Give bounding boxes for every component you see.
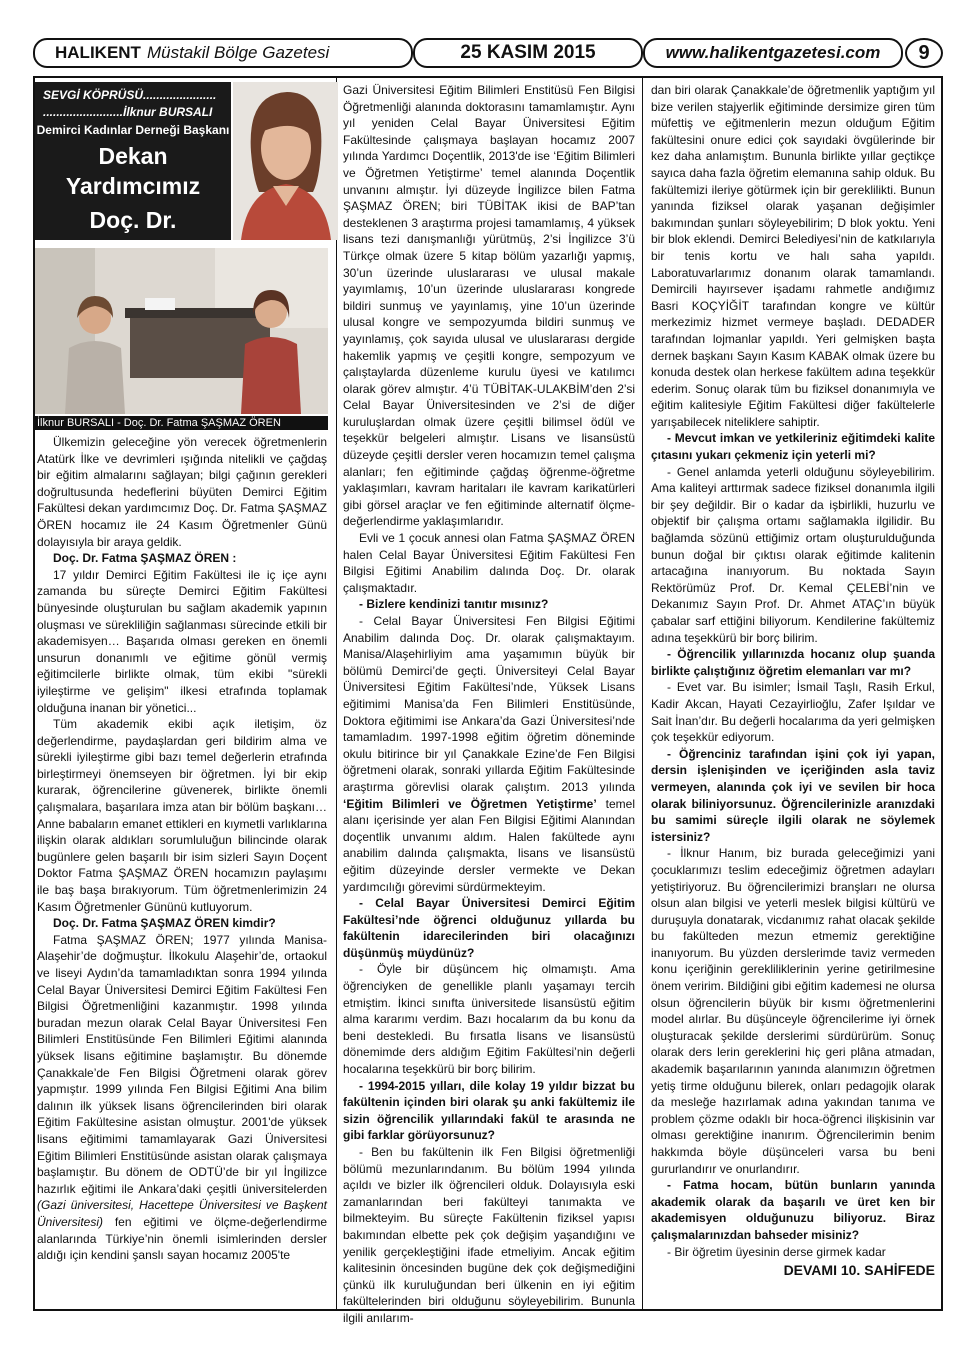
answer: - Öyle bir düşüncem hiç olmamıştı. Ama öğrenciyken de genellikle planlı yaşamayı tercih etmiştim. İkinci sınıfta üniversitede lisansüstü eğitim alma kararımı verdim. Bazı hocalarım da bu konu da beni destekledi. Bu fırsatla lisans ve lisansüstü dönemimde ders aldığım Eğitim Fakültesi’nin değerli hocalarına teşekkürü bir borç bilirim. (343, 962, 635, 1077)
paragraph: Tüm akademik ekibi açık iletişim, öz değerlendirme, paydaşlardan geri bildirim alma ve sürekli iyileştirme gibi bazı temel değerlerin etrafında birleştirmeyi önemseyen bir öğretmen. İyi bir ekip kurarak, öğrencilerine güvenerek, birlikte önemli çalışmalara, başarılara imza atan bir bölüm başkanı…Anne babaların emanet ettikleri en kıymetli varlıklarına ilişkin olarak aldıkları sorumluluğun bilincinde olarak bugünlere gelen başarılı bir isim sizleri Sayın Doçent Doktor Fatma ŞAŞMAZ ÖREN hocamızın paylaşımı ile baş başa bırakıyorum. Tüm öğretmenlerimizin 24 Kasım Öğretmenler Gününü kutluyorum. (37, 717, 327, 914)
answer: - Celal Bayar Üniversitesi Fen Bilgisi Eğitimi Anabilim dalında Doç. Dr. olarak çalışmaktayım. Manisa/Alaşehirliyim ama yaşamımın büyük bir bölümü Demirci’de geçti. Üniversiteyi Celal Bayar Üniversitesi Eğitim Fakültesi’nde, Yüksek Lisans eğitimimi Manisa’da Fen Bilimleri Enstitüsünde, Doktora eğitimimi ise Ankara’da Gazi Üniversitesi’nde tamamladım. 1997-1998 eğitim öğretim döneminde okulu bitirince bir yıl Çanakkale Ezine’de Fen Bilgisi öğretmeni olarak, sonraki yıllarda Eğitim Fakültesinde araştırma görevlisi olarak çalıştım. 2013 yılında ‘Eğitim Bilimleri ve Öğretmen Yetiştirme’ temel alanı içerisinde yer alan Fen Bilgisi Eğitimi Alanından doçentlik unvanımı aldım. Halen fakültede aynı anabilim dalında çalışmakta, lisans ve lisansüstü eğitim düzeyinde dersler vermekte ve Dekan yardımcılığı görevimi sürdürmekteyim. (343, 614, 635, 894)
paragraph: 17 yıldır Demirci Eğitim Fakültesi ile iç içe aynı zamanda bu süreçte Demirci Eğitim Fakültesi bünyesinde oluşturulan bu sağlam akademik yapının oluşması ve sürekliliğin sağlanması sürecinde etkili bir akademisyen… Başarıda olması gereken en önemli unsurun donanımlı ve eğitime gönül vermiş eğitimcilerle birlikte olmak, tüm ekibi "sürekli iyileştirme ve gelişim" ilkesi etrafında toplamak olduğuna inanan bir yönetici... (37, 567, 327, 715)
answer: - Ben bu fakültenin ilk Fen Bilgisi öğretmenliği bölümü mezunlarındanım. Bu bölüm 1994 yılında açıldı ve bizler ilk öğrencileri olduk. Dolayısıyla eski zamanlarından beri fakülteyi tanımakta ve bilmekteyim. Bu süreçte Fakültenin fiziksel yapısı bakımından elbette pek çok değişim yaşandığını ve yenilik gerçekleştiğini ifade etmeliyim. Ancak eğitim kalitesinin öncesinden bugüne dek çok değişmediğini çünkü ilk kuruluğundan beri ülkenin en iyi eğitim fakültelerinden biri olduğunu söyleyebilirim. Bununla ilgili anılarım- (343, 1145, 635, 1325)
author-title: Demirci Kadınlar Derneği Başkanı (36, 123, 230, 137)
paragraph: dan biri olarak Çanakkale’de öğretmenlik yaptığım yıl bize verilen stajyerlik eğitiminde dersimize giren tüm müfettiş ve eğitmenlerin mezun olduğum Eğitim fakültesini onure edici çok sayıdaki övgülerinde bir kez daha anlamıştım. Bununla birlikte yıllar geçtikçe sayıca daha fazla öğretim elemanına sahip olduk. Bu fakültemizi ileriye götürmek için bir gereklilikti. Bunun yanında fiziksel olarak yaşanan değişimler bakımından şunları söyleyebilirim; D blok yoktu. Yeni bir blok eklendi. Demirci Belediyesi’nin de katkılarıyla bir tenis kortu ve halı saha yapıldı. Laboratuvarlarımız donanım olarak tamamlandı. Demircili hayırsever işadamı rahmetle andığımız Basri KOÇYİĞİT tarafından kongre ve kültür merkezimiz hizmet vermeye başladı. DEDADER tarafından lojmanlar yapıldı. Yeri gelmişken başta dernek başkanı Sayın Kasım KABAK olmak üzere bu konuda destek olan herkese fakültem adına teşekkür ederim. Sonuç olarak tüm bu fiziksel donanımıyla ve eğitim kalitesiyle Eğitim Fakültesi diğer fakültelerle yarışabilecek niteliklere sahiptir. (651, 83, 935, 429)
column-name: SEVGİ KÖPRÜSÜ...................... (43, 88, 217, 102)
newspaper-name-subtitle: Müstakil Bölge Gazetesi (146, 43, 330, 62)
page-header (33, 38, 943, 70)
website-link[interactable]: www.halikentgazetesi.com (643, 38, 903, 68)
answer: - Bir öğretim üyesinin derse girmek kadar (667, 1244, 886, 1259)
continued-notice: DEVAMI 10. SAHİFEDE (783, 1262, 935, 1279)
headline-line-2: Doç. Dr. (89, 207, 177, 233)
column-divider (336, 76, 337, 1311)
intro-paragraph: Ülkemizin geleceğine yön verecek öğretmenlerin Atatürk İlke ve devrimleri ışığında nitelikli ve çağdaş bir eğitim almalarını sağlayan; bilgi çağının gerekleri doğrultusunda hedeflerini büyüten Demirci Eğitim Fakültesi dekan yardımcımız Doç. Dr. Fatma ŞAŞMAZ ÖREN hocamız ile 24 Kasım Öğretmenler Günü dolayısıyla bir araya geldik. (37, 435, 327, 549)
portrait-photo (233, 82, 338, 240)
question: - Mevcut imkan ve yetkileriniz eğitimdeki kalite çıtasını yukarı çekmeniz için yeterli mi? (651, 431, 935, 463)
paragraph: Fatma ŞAŞMAZ ÖREN; 1977 yılında Manisa-Alaşehir’de doğmuştur. İlkokulu Alaşehir’de, ortaokul ve liseyi Aydın’da tamamladıktan sonra 1994 yılında Celal Bayar Üniversitesi Demirci Eğitim Fakültesi Fen Bilgisi Öğretmenliğini kazanmıştır. 1998 yılında buradan mezun olarak Celal Bayar Üniversitesi Fen Bilimleri Enstitüsünde Fen Bilimleri Eğitimi alanında yüksek lisans eğitimine başlamıştır. Bu dönemde Çanakkale’de Fen Bilgisi Öğretmeni olarak görev yapmıştır. 1999 yılında Fen Bilgisi Eğitimi Ana bilim dalının ilk yüksek lisans öğrencilerinden biri olarak Eğitim Fakültesine asistan olmuştur. 2001'de yüksek lisans eğitimimi tamamlayarak Gazi Üniversitesi Eğitim Bilimleri Enstitüsünde asistan olarak çalışmaya başlamıştır. Bu dönem de ODTÜ’de bir yıl İngilizce hazırlık eğitimi ile Ankara’daki çeşitli üniversitelerden (Gazi üniversitesi, Hacettepe Üniversitesi ve Başkent Üniversitesi) fen eğitimi ve ölçme-değerlendirme alanlarında Türkiye’nin önemli isimlerinden dersler aldığı için kendini şanslı sayan hocamız 2005'te (37, 932, 327, 1263)
interview-photo (35, 248, 328, 414)
newspaper-name-bold: HALIKENT (55, 43, 141, 62)
answer: - Genel anlamda yeterli olduğunu söyleyebilirim. Ama kaliteyi arttırmak sadece fiziksel donanımla ilgili bir şey değildir. Bir o kadar da işbirlikli, huzurlu ve objektif bir çalışma ortamı sağlamakla ilgilidir. Bu bağlamda sözünü ettiğimiz ortam oluşturulduğunda bunun doğal bir çıktısı olarak eğitimde kalitenin artacağına inanıyorum. Bu noktada Sayın Rektörümüz Prof. Dr. Kemal ÇELEBİ’nin ve Dekanımız Sayın Prof. Dr. Ahmet ATAÇ’ın büyük çabalar sarf ettiğini biliyorum. Kendilerine fakültemiz adına teşekkürü bir borç bilirim. (651, 464, 935, 645)
article-column-2 (343, 82, 635, 1327)
answer: - İlknur Hanım, biz burada geleceğimizi yani çocuklarımızı teslim edeceğimiz öğretmen adayları yetiştiriyoruz. Bu öğrencilerimizi branşları ne olursa olsun alan bilgisi ve yeterli meslek bilgisi kültürü ve duruşuyla donatarak, vicdanımız rahat olacak şekilde bu fakülteden mezun etmemiz gerektiğine inanıyorum. Bu yüzden derslerimde taviz vermeden konu içeriğinin gerekliliklerinin yerine getirilmesine önem veririm. Bildiğini gibi eğitim kademesi ne olursa olsun öğrencilerin büyük bir kısmı öğretmenlerini model alırlar. Bu düşünceyle öğrencilerime iyi örnek oluşturacak şekilde derslerimi sürdürürüm. Sonuç olarak ders lerin gereklerini hiç geri plâna atmadan, akademik başarılarının yanında alanımızın öğretmen yetiş tirme olduğunu bilerek, onları pedagojik olarak da mesleğe hazırlamak adına yakından tanıma ve problem çözme odaklı bir hoca-öğrenci ilişkisinin var olması gerektiğine inanırım. Öğrencilerimin benim hakkımda böyle düşünceleri varsa bu beni gururlandırır ve onurlandırır. (651, 846, 935, 1176)
paragraph: Gazi Üniversitesi Eğitim Bilimleri Enstitüsü Fen Bilgisi Öğretmenliği alanında doktorasını tamamlamıştır. Aynı yıl yeniden Celal Bayar Üniversitesi Eğitim Fakültesinde çalışmaya başlayan hocamız 2007 yılında Yardımcı Doçentlik, 2013'de ise ‘Eğitim Bilimleri ve Öğretmen Yetiştirme’ temel alanında Doçentlik unvanını almıştır. İyi düzeyde İngilizce bilen Fatma ŞAŞMAZ ÖREN; biri TÜBİTAK ikisi de BAP’tan desteklenen 3 araştırma projesi tamamlamış, 4 yüksek lisans tezi danışmanlığı yürütmüş, 2’si İngilizce 3’ü Türkçe olmak üzere 5 kitap bölüm yazarlığı yapmış, 30’un üzerinde uluslararası ve ulusal makale yayımlamış, 10’un üzerinde uluslararası kongrede bildiri sunmuş ve yayınlamış, yine 10’un üzerinde ulusal kongre ve sempozyumda bildiri sunmuş ve yayınlamış, çok sayıda ulusal ve uluslararası dergide hakemlik yapmış ve çeşitli kongre, sempozyum ve çalıştaylarda düzenleme kurulu üyesi ve katılımcı olarak görev almıştır. 4’ü TÜBİTAK-ULAKBİM’den 2’si Celal Bayar Üniversitesinden ve 2’si de diğer kuruluşlardan olmak üzere çeşitli bilimsel ödül ve teşekkür belgeleri almıştır. Lisans ve lisansüstü düzeyde çeşitli dersler veren hocamızın temel çalışma alanları; fen eğitiminde çağdaş öğrenme-öğretme yaklaşımları, kavram haritaları ile kavram karikatürleri gibi görsel araçlar ve fen eğitiminde alternatif ölçme-değerlendirme yaklaşımlarıdır. (343, 83, 635, 529)
answer: - Evet var. Bu isimler; İsmail Taşlı, Rasih Erkul, Kadir Akcan, Hayati Cezayirlioğlu, Zafer Işıldar ve Sait İnan’dır. Bu değerli hocalarıma da yeri gelmişken çok teşekkür ediyorum. (651, 680, 935, 745)
issue-date: 25 KASIM 2015 (413, 38, 643, 68)
question: - Celal Bayar Üniversitesi Demirci Eğitim Fakültesi’nde öğrenci olduğunuz yıllarda bu fakültenin idarecilerinden biri olacağınızı düşünmüş müydünüz? (343, 896, 635, 960)
question: - 1994-2015 yılları, dile kolay 19 yıldır bizzat bu fakültenin içinden biri olarak şu anki fakültemiz ile sizin öğrencilik yıllarındaki fakül te arasında ne gibi farklar görüyorsunuz? (343, 1078, 635, 1143)
author-line: ........................İlknur BURSALI (43, 105, 213, 119)
article-column-3 (651, 82, 935, 1279)
page-number: 9 (905, 38, 943, 68)
subheading: Doç. Dr. Fatma ŞAŞMAZ ÖREN kimdir? (53, 916, 276, 931)
question: - Bizlere kendinizi tanıtır mısınız? (359, 597, 549, 612)
question: - Öğrencilik yıllarınızda hocanız olup şuanda birlikte çalıştığınız öğretim elemanları var mı? (651, 647, 935, 678)
newspaper-name (33, 38, 413, 68)
article-column-1 (37, 434, 327, 1264)
question: - Öğrenciniz tarafından işini çok iyi yapan, dersin işlenişinden ve içeriğinden asla taviz vermeyen, alanında çok iyi ve sevilen bir hoca olarak biliniyorsunuz. Öğrencilerinizle aranızdaki bu samimi süreçle ilgili olarak ne söylemek istersiniz? (651, 746, 935, 844)
question: - Fatma hocam, bütün bunların yanında akademik olarak da başarılı ve üret ken bir akademisyen olduğunuzu biliyoruz. Biraz çalışmalarınızdan bahseder misiniz? (651, 1178, 935, 1242)
subheading: Doç. Dr. Fatma ŞAŞMAZ ÖREN : (53, 551, 237, 566)
article-title-box (35, 82, 231, 240)
photo-caption: İlknur BURSALI - Doç. Dr. Fatma ŞAŞMAZ ÖREN (35, 416, 328, 430)
paragraph: Evli ve 1 çocuk annesi olan Fatma ŞAŞMAZ ÖREN halen Celal Bayar Üniversitesi Eğitim Fakültesi Fen Bilgisi Eğitimi Anabilim dalında Doç. Dr. olarak çalışmaktadır. (343, 531, 635, 595)
column-divider (642, 76, 643, 1311)
headline-line-1: Dekan Yardımcımız (65, 143, 201, 199)
